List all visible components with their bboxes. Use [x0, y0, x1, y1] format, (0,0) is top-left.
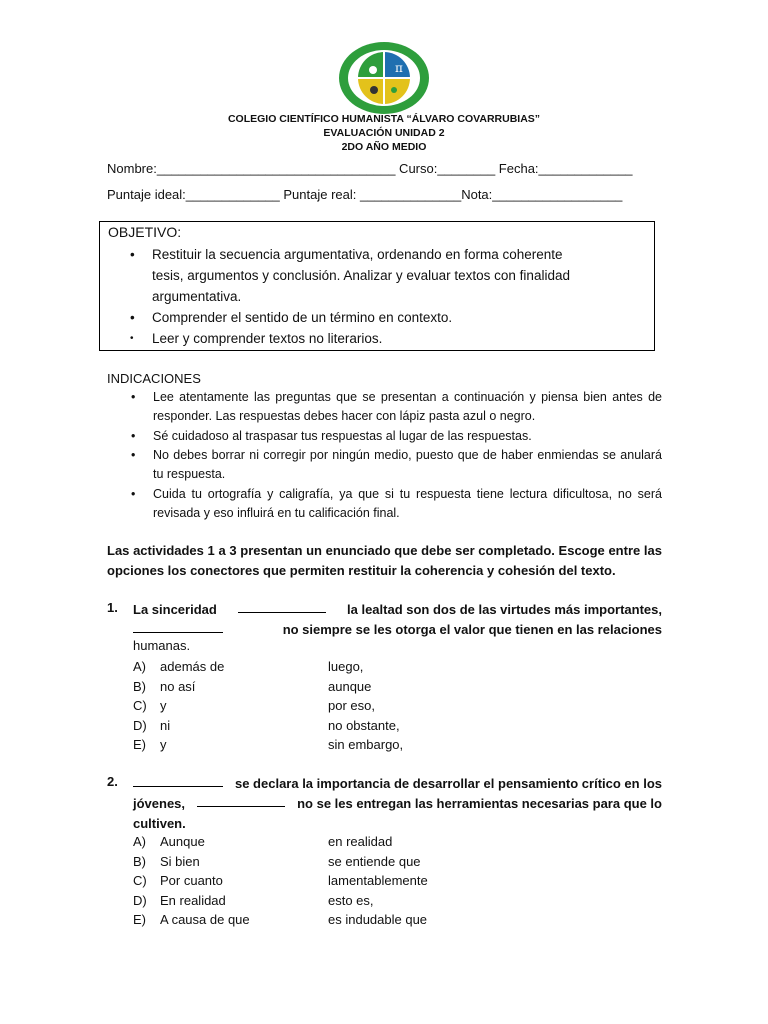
- instructions-title: INDICACIONES: [107, 371, 201, 386]
- activity-intro: Las actividades 1 a 3 presentan un enunciado que debe ser completado. Escoge entre las opciones los conectores que permiten restituir la coherencia y cohesión del texto.: [107, 543, 662, 578]
- answer-blank: [238, 600, 326, 613]
- question-text: humanas.: [133, 638, 191, 653]
- answer-blank: [133, 774, 223, 787]
- instruction-bullet: •: [131, 487, 136, 501]
- objective-box: OBJETIVO: • Restituir la secuencia argumentativa, ordenando en forma coherente tesis, argumentos y conclusión. Analizar y evaluar textos con finalidad argumentativa. • Comprender el sentido de un término en contexto. • Leer y comprender textos no literarios.: [99, 221, 655, 351]
- question-text: no siempre se les otorga el valor que tienen en las relaciones: [282, 622, 662, 637]
- question-text: se declara la importancia de desarrollar el pensamiento crítico en los: [234, 776, 662, 791]
- instruction-item: No debes borrar ni corregir por ningún medio, puesto que de haber enmiendas se anulará tu respuesta.: [153, 448, 662, 481]
- instruction-bullet: •: [131, 448, 136, 462]
- question-text: La sinceridad: [133, 602, 217, 617]
- student-info-line: Nombre:_________________________________ Curso:________ Fecha:_____________: [107, 161, 633, 176]
- objective-title: OBJETIVO:: [108, 224, 182, 240]
- school-logo: [337, 40, 431, 116]
- question-text: no se les entregan las herramientas necesarias para que lo: [297, 796, 662, 811]
- objective-item-cont: tesis, argumentos y conclusión. Analizar y evaluar textos con finalidad: [152, 268, 570, 283]
- instruction-bullet: •: [131, 429, 136, 443]
- question-number: 2.: [107, 774, 118, 789]
- school-name: COLEGIO CIENTÍFICO HUMANISTA “ÁLVARO COVARRUBIAS”: [227, 113, 541, 125]
- question-1-options: A) además de luego, B) no así aunque C) y por eso, D) ni no obstante, E) y sin embargo,: [133, 659, 404, 752]
- question-text: la lealtad son dos de las virtudes más importantes,: [347, 602, 662, 617]
- evaluation-title: EVALUACIÓN UNIDAD 2: [323, 127, 445, 139]
- instruction-item: Cuida tu ortografía y caligrafía, ya que si tu respuesta tiene lectura dificultosa, no será revisada y eso influirá en tu calificación final.: [153, 487, 662, 520]
- question-text: jóvenes,: [133, 796, 186, 811]
- objective-item-cont: argumentativa.: [152, 289, 242, 304]
- question-2-stem: [133, 774, 662, 834]
- question-number: 1.: [107, 600, 118, 615]
- question-2-options: A) Aunque en realidad B) Si bien se entiende que C) Por cuanto lamentablemente D) En realidad esto es, E) A causa de que es indudable que: [133, 834, 428, 927]
- instruction-item: Lee atentamente las preguntas que se presentan a continuación y piensa bien antes de responder. Las respuestas debes hacer con lápiz pasta azul o negro.: [153, 390, 662, 423]
- instruction-item: Sé cuidadoso al traspasar tus respuestas al lugar de las respuestas.: [153, 429, 532, 443]
- instruction-bullet: •: [131, 390, 136, 404]
- question-text: cultiven.: [133, 816, 186, 831]
- level-title: 2DO AÑO MEDIO: [341, 141, 427, 153]
- score-info-line: Puntaje ideal:_____________ Puntaje real: ______________Nota:__________________: [107, 187, 623, 202]
- answer-blank: [133, 620, 223, 633]
- answer-blank: [197, 794, 285, 807]
- question-1-stem: [133, 600, 662, 640]
- svg-text:π: π: [395, 61, 403, 75]
